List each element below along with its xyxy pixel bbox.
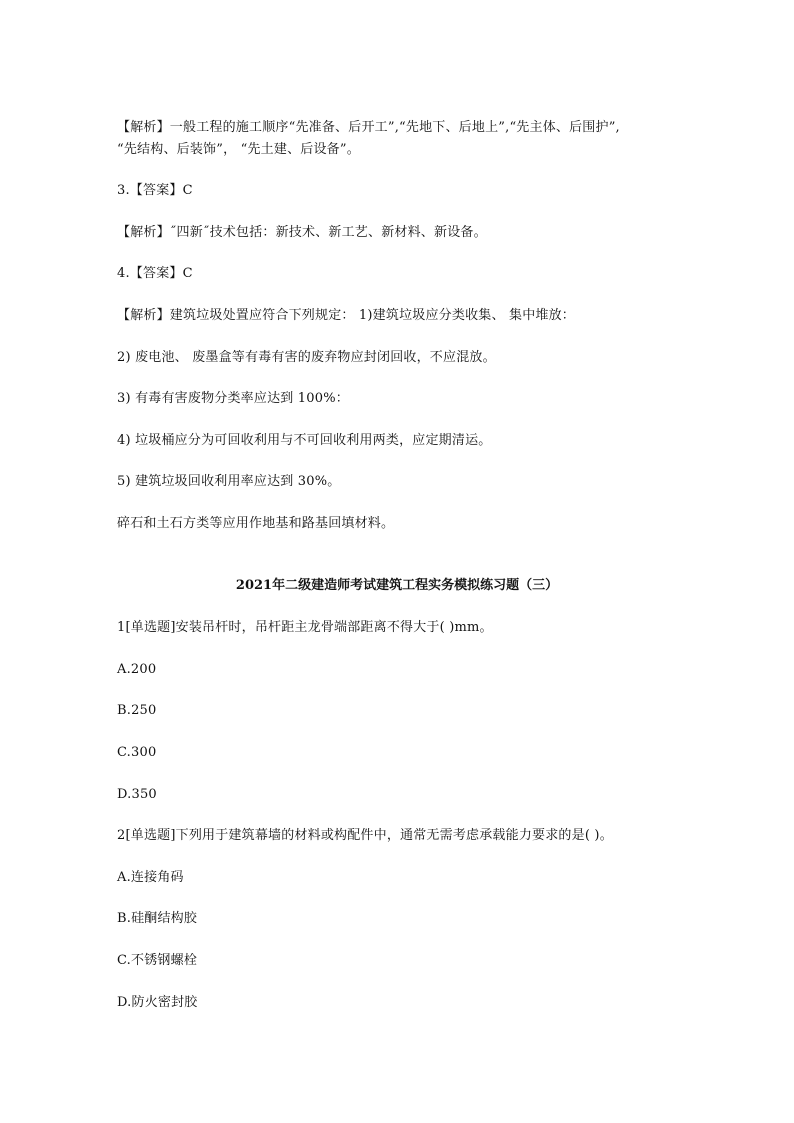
question-1-option-b: B.250 bbox=[117, 703, 157, 718]
question-1-option-d: D.350 bbox=[117, 787, 157, 802]
question-1-option-a: A.200 bbox=[117, 662, 157, 677]
question-1-option-c: C.300 bbox=[117, 745, 157, 760]
item2-analysis-line2: “先结构、后装饰”， “先土建、后设备”。 bbox=[117, 142, 360, 157]
item3-answer: 3.【答案】C bbox=[117, 183, 193, 198]
item4-rule-3: 3) 有毒有害废物分类率应达到 100%： bbox=[117, 391, 349, 406]
item4-answer: 4.【答案】C bbox=[117, 266, 193, 281]
item4-rule-4: 4) 垃圾桶应分为可回收利用与不可回收利用两类，应定期清运。 bbox=[117, 433, 492, 448]
item4-analysis: 【解析】建筑垃圾处置应符合下列规定： 1)建筑垃圾应分类收集、 集中堆放： bbox=[117, 308, 576, 323]
item4-note: 碎石和土石方类等应用作地基和路基回填材料。 bbox=[117, 516, 395, 531]
item4-rule-2: 2) 废电池、 废墨盒等有毒有害的废弃物应封闭回收，不应混放。 bbox=[117, 350, 496, 365]
question-2-option-a: A.连接角码 bbox=[117, 870, 184, 885]
question-2-stem: 2[单选题]下列用于建筑幕墙的材料或构配件中，通常无需考虑承载能力要求的是( )。 bbox=[117, 828, 613, 843]
section-title: 2021年二级建造师考试建筑工程实务模拟练习题（三） bbox=[235, 578, 559, 593]
question-1-stem: 1[单选题]安装吊杆时，吊杆距主龙骨端部距离不得大于( )mm。 bbox=[117, 620, 493, 635]
question-2-option-d: D.防火密封胶 bbox=[117, 995, 198, 1010]
item3-analysis: 【解析】˝四新˝技术包括：新技术、新工艺、新材料、新设备。 bbox=[117, 225, 487, 240]
question-2-option-b: B.硅酮结构胶 bbox=[117, 911, 198, 926]
item2-analysis-line1: 【解析】一般工程的施工顺序“先准备、后开工”,“先地下、后地上”,“先主体、后围护”, bbox=[117, 120, 620, 135]
item4-rule-5: 5) 建筑垃圾回收利用率应达到 30%。 bbox=[117, 474, 341, 489]
question-2-option-c: C.不锈钢螺栓 bbox=[117, 953, 198, 968]
